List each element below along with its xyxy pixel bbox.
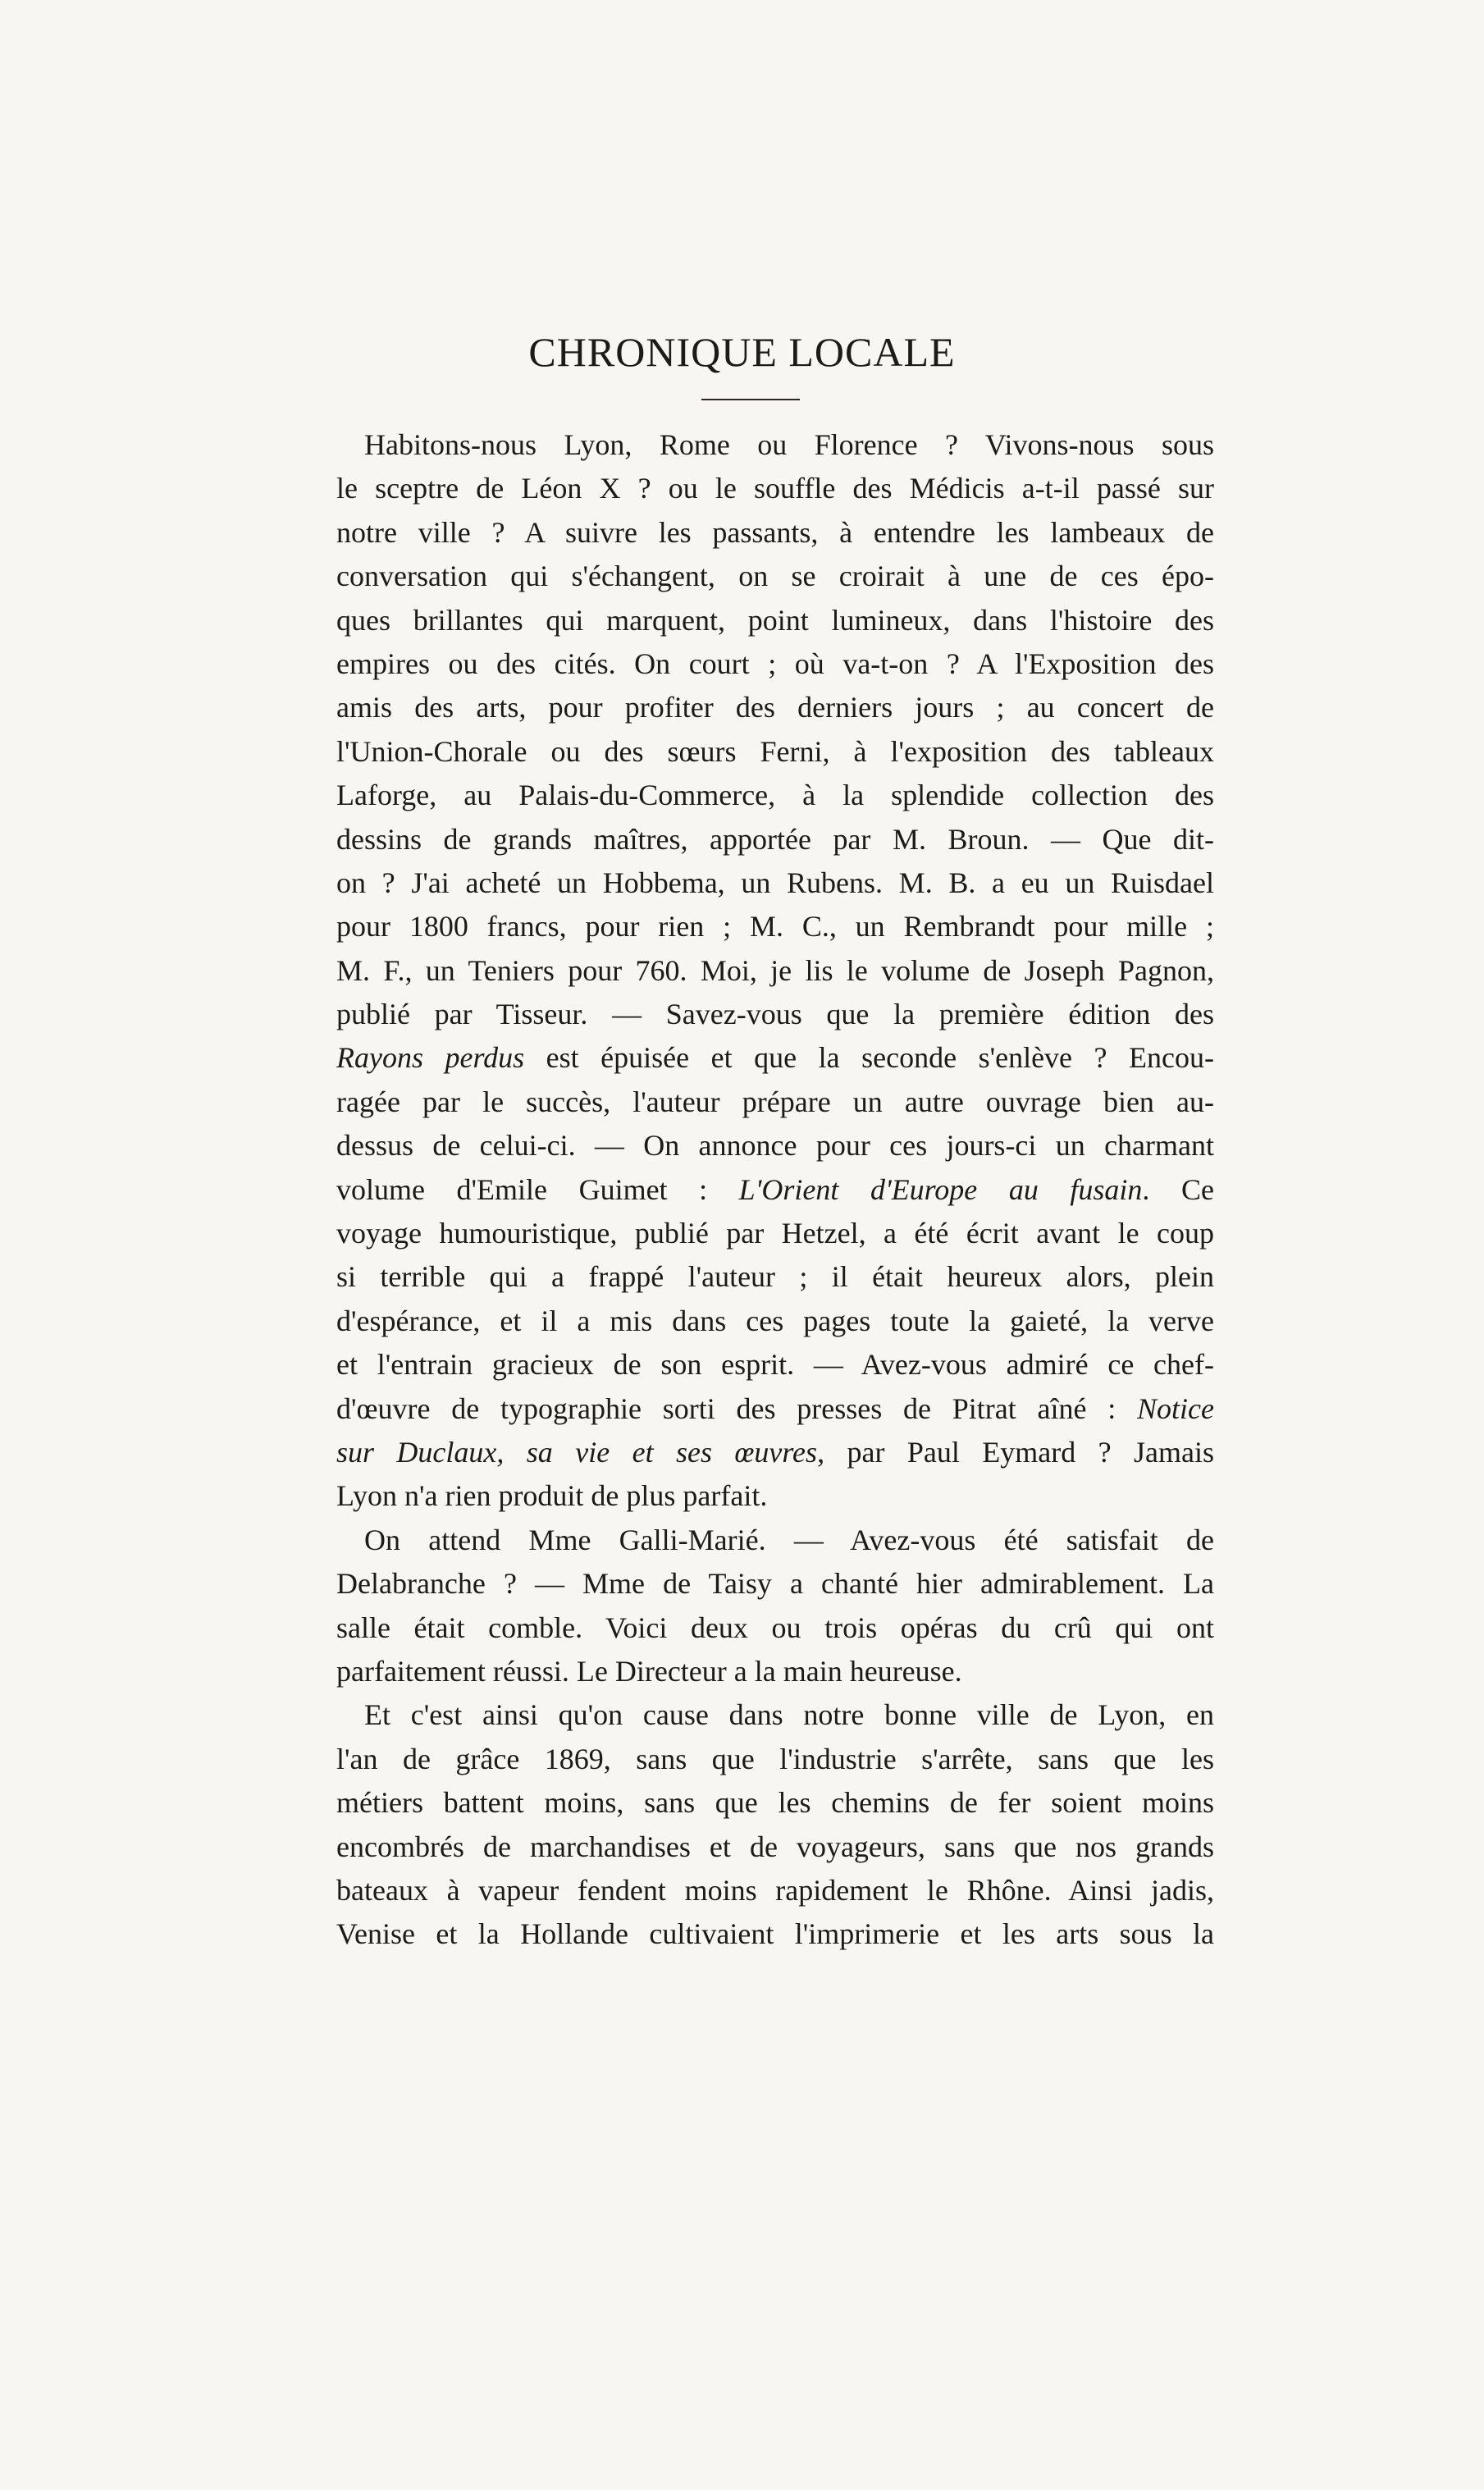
text-line: ragée par le succès, l'auteur prépare un autre ouvrage bien au- bbox=[336, 1085, 1214, 1118]
text-line: encombrés de marchandises et de voyageurs, sans que nos grands bbox=[336, 1830, 1214, 1863]
text-line: dessus de celui-ci. — On annonce pour ces jours-ci un charmant bbox=[336, 1129, 1214, 1163]
text-line: dessins de grands maîtres, apportée par M. Broun. — Que dit- bbox=[336, 822, 1214, 856]
text-line: volume d'Emile Guimet : L'Orient d'Europe au fusain. Ce bbox=[336, 1172, 1214, 1206]
text-line: l'Union-Chorale ou des sœurs Ferni, à l'exposition des tableaux bbox=[336, 734, 1214, 768]
text-line: Laforge, au Palais-du-Commerce, à la splendide collection des bbox=[336, 779, 1214, 812]
text-line: métiers battent moins, sans que les chemins de fer soient moins bbox=[336, 1786, 1214, 1820]
title-rule bbox=[701, 399, 800, 400]
text-line: On attend Mme Galli-Marié. — Avez-vous été satisfait de bbox=[364, 1523, 1214, 1556]
text-line: salle était comble. Voici deux ou trois opéras du crû qui ont bbox=[336, 1611, 1214, 1644]
text-line: pour 1800 francs, pour rien ; M. C., un Rembrandt pour mille ; bbox=[336, 910, 1214, 943]
text-line: Rayons perdus est épuisée et que la seconde s'enlève ? Encou- bbox=[336, 1041, 1214, 1075]
text-line: conversation qui s'échangent, on se croirait à une de ces épo- bbox=[336, 560, 1214, 593]
text-line: voyage humouristique, publié par Hetzel, a été écrit avant le coup bbox=[336, 1217, 1214, 1250]
text-line: M. F., un Teniers pour 760. Moi, je lis le volume de Joseph Pagnon, bbox=[336, 953, 1214, 987]
text-line: sur Duclaux, sa vie et ses œuvres, par Paul Eymard ? Jamais bbox=[336, 1435, 1214, 1469]
article-body bbox=[336, 423, 1214, 1957]
text-line: parfaitement réussi. Le Directeur a la main heureuse. bbox=[336, 1654, 962, 1688]
text-line: Delabranche ? — Mme de Taisy a chanté hier admirablement. La bbox=[336, 1567, 1214, 1601]
text-line: amis des arts, pour profiter des derniers jours ; au concert de bbox=[336, 691, 1214, 724]
text-line: et l'entrain gracieux de son esprit. — Avez-vous admiré ce chef- bbox=[336, 1348, 1214, 1382]
text-line: bateaux à vapeur fendent moins rapidement le Rhône. Ainsi jadis, bbox=[336, 1873, 1214, 1907]
text-line: on ? J'ai acheté un Hobbema, un Rubens. M. B. a eu un Ruisdael bbox=[336, 866, 1214, 899]
text-line: le sceptre de Léon X ? ou le souffle des Médicis a-t-il passé sur bbox=[336, 472, 1214, 505]
text-line: empires ou des cités. On court ; où va-t-on ? A l'Exposition des bbox=[336, 646, 1214, 680]
text-line: Lyon n'a rien produit de plus parfait. bbox=[336, 1479, 768, 1513]
text-line: Et c'est ainsi qu'on cause dans notre bonne ville de Lyon, en bbox=[364, 1698, 1214, 1732]
text-line: ques brillantes qui marquent, point lumineux, dans l'histoire des bbox=[336, 603, 1214, 637]
text-line: publié par Tisseur. — Savez-vous que la première édition des bbox=[336, 998, 1214, 1031]
chapter-title: CHRONIQUE LOCALE bbox=[528, 329, 956, 375]
text-line: d'œuvre de typographie sorti des presses de Pitrat aîné : Notice bbox=[336, 1391, 1214, 1425]
text-line: si terrible qui a frappé l'auteur ; il était heureux alors, plein bbox=[336, 1260, 1214, 1294]
text-line: Habitons-nous Lyon, Rome ou Florence ? Vivons-nous sous bbox=[364, 428, 1214, 461]
text-line: notre ville ? A suivre les passants, à entendre les lambeaux de bbox=[336, 515, 1214, 549]
text-line: l'an de grâce 1869, sans que l'industrie s'arrête, sans que les bbox=[336, 1742, 1214, 1775]
text-line: d'espérance, et il a mis dans ces pages toute la gaieté, la verve bbox=[336, 1304, 1214, 1337]
text-line: Venise et la Hollande cultivaient l'imprimerie et les arts sous la bbox=[336, 1917, 1214, 1951]
